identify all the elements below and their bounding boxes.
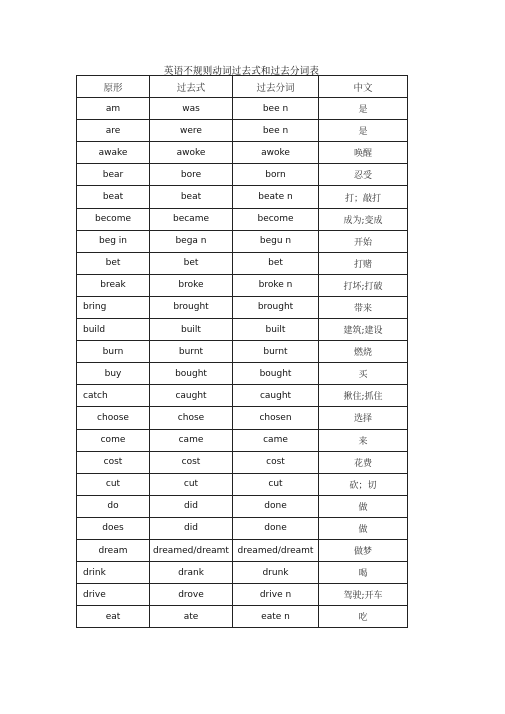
table-row <box>77 164 408 186</box>
cell-chinese-meaning: 吃 <box>319 606 408 628</box>
cell-past-tense: did <box>150 495 233 517</box>
table-row <box>77 385 408 407</box>
cell-base-form: bear <box>77 164 150 186</box>
cell-chinese-meaning: 喝 <box>319 562 408 584</box>
table-row <box>77 517 408 539</box>
cell-past-tense: drank <box>150 562 233 584</box>
cell-base-form: are <box>77 120 150 142</box>
table-row <box>77 429 408 451</box>
cell-past-tense: drove <box>150 584 233 606</box>
cell-past-participle: cut <box>233 473 319 495</box>
cell-past-participle: drunk <box>233 562 319 584</box>
cell-chinese-meaning: 打坏;打破 <box>319 274 408 296</box>
cell-base-form: beg in <box>77 230 150 252</box>
cell-base-form: buy <box>77 363 150 385</box>
table-row <box>77 407 408 429</box>
cell-chinese-meaning: 打赌 <box>319 252 408 274</box>
cell-past-participle: done <box>233 517 319 539</box>
header-past-tense: 过去式 <box>150 76 233 98</box>
cell-chinese-meaning: 花费 <box>319 451 408 473</box>
table-row <box>77 341 408 363</box>
cell-past-tense: chose <box>150 407 233 429</box>
cell-past-tense: dreamed/dreamt <box>150 539 233 561</box>
table-row <box>77 252 408 274</box>
cell-past-participle: dreamed/dreamt <box>233 539 319 561</box>
cell-past-participle: came <box>233 429 319 451</box>
table-row <box>77 274 408 296</box>
header-base-form: 原形 <box>77 76 150 98</box>
cell-base-form: drive <box>77 584 150 606</box>
cell-chinese-meaning: 做 <box>319 495 408 517</box>
cell-past-participle: caught <box>233 385 319 407</box>
cell-chinese-meaning: 做梦 <box>319 539 408 561</box>
cell-base-form: cost <box>77 451 150 473</box>
cell-past-tense: bet <box>150 252 233 274</box>
cell-chinese-meaning: 买 <box>319 363 408 385</box>
table-header-row <box>77 76 408 98</box>
cell-past-tense: brought <box>150 296 233 318</box>
cell-chinese-meaning: 是 <box>319 98 408 120</box>
cell-past-participle: bee n <box>233 120 319 142</box>
cell-past-participle: bee n <box>233 98 319 120</box>
cell-chinese-meaning: 成为;变成 <box>319 208 408 230</box>
cell-base-form: drink <box>77 562 150 584</box>
cell-chinese-meaning: 带来 <box>319 296 408 318</box>
cell-past-participle: done <box>233 495 319 517</box>
cell-chinese-meaning: 做 <box>319 517 408 539</box>
table-row <box>77 473 408 495</box>
cell-base-form: break <box>77 274 150 296</box>
table-row <box>77 296 408 318</box>
document-title: 英语不规则动词过去式和过去分词表 <box>163 66 320 77</box>
cell-past-tense: awoke <box>150 142 233 164</box>
cell-base-form: catch <box>77 385 150 407</box>
cell-chinese-meaning: 砍；切 <box>319 473 408 495</box>
table-row <box>77 451 408 473</box>
table-row <box>77 120 408 142</box>
cell-base-form: cut <box>77 473 150 495</box>
cell-past-tense: were <box>150 120 233 142</box>
table-row <box>77 584 408 606</box>
cell-past-tense: cut <box>150 473 233 495</box>
cell-past-tense: ate <box>150 606 233 628</box>
cell-chinese-meaning: 打；敲打 <box>319 186 408 208</box>
cell-past-participle: cost <box>233 451 319 473</box>
cell-base-form: come <box>77 429 150 451</box>
cell-base-form: become <box>77 208 150 230</box>
cell-past-participle: awoke <box>233 142 319 164</box>
cell-base-form: does <box>77 517 150 539</box>
table-row <box>77 606 408 628</box>
cell-base-form: bet <box>77 252 150 274</box>
cell-chinese-meaning: 是 <box>319 120 408 142</box>
cell-base-form: burn <box>77 341 150 363</box>
cell-past-tense: cost <box>150 451 233 473</box>
cell-chinese-meaning: 来 <box>319 429 408 451</box>
table-row <box>77 142 408 164</box>
cell-chinese-meaning: 揪住;抓住 <box>319 385 408 407</box>
cell-past-tense: broke <box>150 274 233 296</box>
irregular-verb-table <box>76 75 408 628</box>
table-row <box>77 562 408 584</box>
cell-past-participle: chosen <box>233 407 319 429</box>
cell-chinese-meaning: 唤醒 <box>319 142 408 164</box>
table-row <box>77 98 408 120</box>
cell-past-participle: brought <box>233 296 319 318</box>
cell-chinese-meaning: 驾驶;开车 <box>319 584 408 606</box>
cell-base-form: choose <box>77 407 150 429</box>
cell-past-tense: bega n <box>150 230 233 252</box>
cell-past-tense: did <box>150 517 233 539</box>
cell-past-participle: begu n <box>233 230 319 252</box>
cell-past-participle: bet <box>233 252 319 274</box>
cell-past-participle: become <box>233 208 319 230</box>
cell-past-participle: broke n <box>233 274 319 296</box>
table-body <box>77 98 408 628</box>
cell-past-tense: came <box>150 429 233 451</box>
cell-chinese-meaning: 燃烧 <box>319 341 408 363</box>
cell-base-form: bring <box>77 296 150 318</box>
cell-chinese-meaning: 开始 <box>319 230 408 252</box>
table-row <box>77 363 408 385</box>
cell-base-form: dream <box>77 539 150 561</box>
cell-base-form: awake <box>77 142 150 164</box>
cell-chinese-meaning: 忍受 <box>319 164 408 186</box>
cell-past-participle: beate n <box>233 186 319 208</box>
cell-past-tense: bore <box>150 164 233 186</box>
table-row <box>77 208 408 230</box>
cell-base-form: am <box>77 98 150 120</box>
header-chinese-meaning: 中文 <box>319 76 408 98</box>
cell-base-form: eat <box>77 606 150 628</box>
cell-past-tense: caught <box>150 385 233 407</box>
cell-past-participle: drive n <box>233 584 319 606</box>
cell-base-form: do <box>77 495 150 517</box>
cell-chinese-meaning: 选择 <box>319 407 408 429</box>
cell-past-tense: built <box>150 319 233 341</box>
table-row <box>77 319 408 341</box>
cell-past-tense: became <box>150 208 233 230</box>
cell-past-tense: bought <box>150 363 233 385</box>
cell-base-form: build <box>77 319 150 341</box>
cell-past-tense: burnt <box>150 341 233 363</box>
cell-past-participle: burnt <box>233 341 319 363</box>
cell-past-participle: born <box>233 164 319 186</box>
table-row <box>77 495 408 517</box>
table-row <box>77 230 408 252</box>
cell-past-participle: eate n <box>233 606 319 628</box>
cell-past-tense: was <box>150 98 233 120</box>
table-row <box>77 186 408 208</box>
cell-base-form: beat <box>77 186 150 208</box>
cell-past-participle: bought <box>233 363 319 385</box>
cell-past-participle: built <box>233 319 319 341</box>
table-row <box>77 539 408 561</box>
cell-past-tense: beat <box>150 186 233 208</box>
header-past-participle: 过去分词 <box>233 76 319 98</box>
cell-chinese-meaning: 建筑;建设 <box>319 319 408 341</box>
